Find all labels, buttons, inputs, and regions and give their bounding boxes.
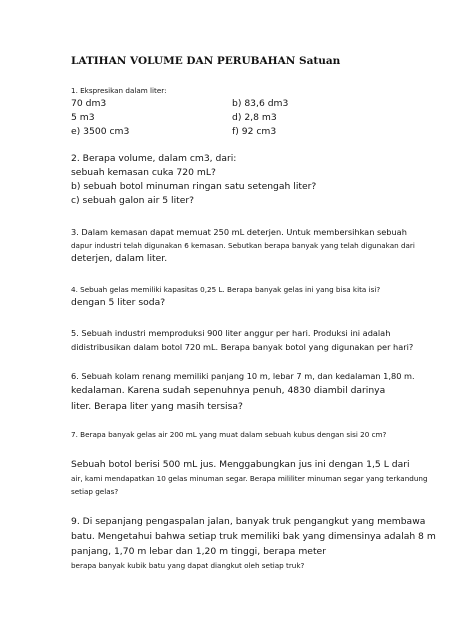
q8-line-1: Sebuah botol berisi 500 mL jus. Menggabungkan jus ini dengan 1,5 L dari — [71, 459, 410, 470]
q1-item-c: 5 m3 — [71, 112, 95, 123]
q1-item-e: e) 3500 cm3 — [71, 126, 130, 137]
q8-line-3: setiap gelas? — [71, 487, 119, 496]
q5-line-2: didistribusikan dalam botol 720 mL. Berapa banyak botol yang digunakan per hari? — [71, 342, 414, 352]
q5-line-1: 5. Sebuah industri memproduksi 900 liter anggur per hari. Produksi ini adalah — [71, 328, 391, 338]
q1-item-a: 70 dm3 — [71, 98, 107, 109]
q2-item-c: c) sebuah galon air 5 liter? — [71, 195, 195, 206]
q6-line-1: 6. Sebuah kolam renang memiliki panjang 10 m, lebar 7 m, dan kedalaman 1,80 m. — [71, 371, 415, 381]
q1-item-d: d) 2,8 m3 — [232, 112, 277, 123]
q3-line-2: dapur industri telah digunakan 6 kemasan. Sebutkan berapa banyak yang telah digunakan dari — [71, 241, 415, 250]
q2-item-b: b) sebuah botol minuman ringan satu setengah liter? — [71, 181, 317, 192]
q1-item-f: f) 92 cm3 — [232, 126, 277, 137]
q4-line-2: dengan 5 liter soda? — [71, 297, 166, 308]
document-title: LATIHAN VOLUME DAN PERUBAHAN Satuan — [71, 55, 341, 67]
q9-line-2: batu. Mengetahui bahwa setiap truk memiliki bak yang dimensinya adalah 8 m — [71, 531, 436, 542]
q6-line-2: kedalaman. Karena sudah sepenuhnya penuh, 4830 diambil darinya — [71, 385, 386, 396]
q9-line-1: 9. Di sepanjang pengaspalan jalan, banyak truk pengangkut yang membawa — [71, 516, 426, 527]
q1-item-b: b) 83,6 dm3 — [232, 98, 289, 109]
q4-line-1: 4. Sebuah gelas memiliki kapasitas 0,25 L. Berapa banyak gelas ini yang bisa kita isi? — [71, 285, 381, 294]
q1-prompt: 1. Ekspresikan dalam liter: — [71, 86, 167, 95]
q7-line-1: 7. Berapa banyak gelas air 200 mL yang muat dalam sebuah kubus dengan sisi 20 cm? — [71, 430, 387, 439]
q6-line-3: liter. Berapa liter yang masih tersisa? — [71, 401, 243, 412]
q3-line-1: 3. Dalam kemasan dapat memuat 250 mL deterjen. Untuk membersihkan sebuah — [71, 227, 407, 237]
q2-prompt: 2. Berapa volume, dalam cm3, dari: — [71, 153, 237, 164]
q8-line-2: air, kami mendapatkan 10 gelas minuman segar. Berapa mililiter minuman segar yang terkandung — [71, 474, 428, 483]
q9-line-3: panjang, 1,70 m lebar dan 1,20 m tinggi, berapa meter — [71, 546, 326, 557]
q9-line-4: berapa banyak kubik batu yang dapat diangkut oleh setiap truk? — [71, 561, 305, 570]
q3-line-3: deterjen, dalam liter. — [71, 253, 168, 264]
q2-item-a: sebuah kemasan cuka 720 mL? — [71, 167, 216, 178]
